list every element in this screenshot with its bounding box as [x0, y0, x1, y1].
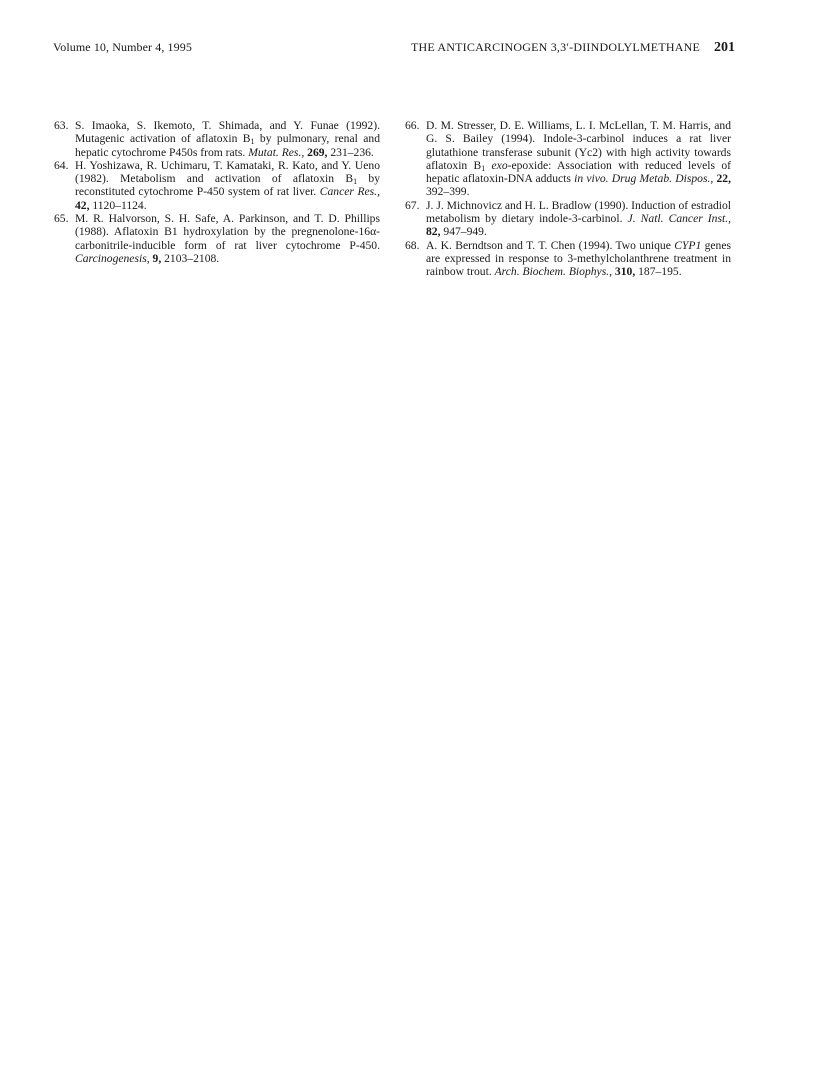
volume-number: 82,: [426, 225, 441, 239]
page-range: 2103–2108.: [161, 251, 220, 265]
reference-63: [54, 119, 380, 159]
volume-number: 310,: [614, 265, 636, 279]
subscript: 1: [353, 177, 358, 187]
subscript: 1: [481, 163, 486, 173]
reference-text: D. M. Stresser, D. E. Williams, L. I. McLellan, T. M. Harris, and G. S. Bailey (1994). Indole-3-carbinol induces a rat liver glutathione transferase subunit (Yc2) with high activity towards aflatoxin B: [426, 119, 731, 172]
running-header-right: [411, 40, 735, 56]
reference-text: by reconstituted cytochrome P-450 system of rat liver.: [75, 172, 380, 199]
journal-name: J. Natl. Cancer Inst.,: [627, 212, 731, 226]
reference-number: 68.: [405, 238, 420, 252]
journal-name: Carcinogenesis,: [75, 251, 150, 265]
reference-text: A. K. Berndtson and T. T. Chen (1994). Two unique: [426, 238, 675, 252]
volume-number: 22,: [716, 172, 731, 186]
reference-text: by pulmonary, renal and hepatic cytochrome P450s from rats.: [75, 132, 380, 159]
italic-term: CYP1: [674, 238, 702, 252]
references-right-column: [405, 119, 731, 279]
journal-name: Drug Metab. Dispos.,: [611, 172, 714, 186]
page-range: 947–949.: [440, 225, 487, 239]
reference-text: M. R. Halvorson, S. H. Safe, A. Parkinson, and T. D. Phillips (1988). Aflatoxin B1 hydroxylation by the pregnenolone-16α-carbonitrile-inducible form of rat liver cytochrome P-450.: [75, 212, 380, 252]
reference-66: [405, 119, 731, 199]
subscript: 1: [250, 137, 255, 147]
journal-name: Mutat. Res.,: [248, 145, 305, 159]
running-header-title: THE ANTICARCINOGEN 3,3′-DIINDOLYLMETHANE: [410, 40, 700, 54]
page-number: 201: [714, 40, 735, 55]
references-left-column: [54, 119, 380, 265]
reference-64: [54, 159, 380, 212]
reference-text: -epoxide: Association with reduced levels of hepatic aflatoxin-DNA adducts: [426, 158, 731, 186]
reference-text: H. Yoshizawa, R. Uchimaru, T. Kamataki, R. Kato, and Y. Ueno (1982). Metabolism and activation of aflatoxin B: [75, 158, 380, 186]
italic-term: in vivo.: [574, 172, 609, 186]
reference-text: genes are expressed in response to 3-methylcholanthrene treatment in rainbow trout.: [426, 238, 732, 279]
reference-65: [54, 212, 380, 265]
page-range: 392–399.: [426, 185, 470, 199]
reference-68: [405, 239, 731, 279]
reference-text: S. Imaoka, S. Ikemoto, T. Shimada, and Y. Funae (1992). Mutagenic activation of aflatoxin B: [75, 119, 380, 146]
volume-number: 269,: [307, 145, 328, 159]
reference-number: 64.: [54, 158, 69, 172]
reference-text: J. J. Michnovicz and H. L. Bradlow (1990). Induction of estradiol metabolism by dietary indole-3-carbinol.: [426, 198, 731, 226]
volume-number: 42,: [75, 198, 90, 212]
journal-name: Cancer Res.,: [319, 185, 380, 199]
journal-name: Arch. Biochem. Biophys.,: [494, 265, 613, 279]
reference-number: 65.: [54, 212, 69, 226]
reference-67: [405, 199, 731, 239]
page-range: 187–195.: [635, 265, 682, 279]
volume-number: 9,: [152, 251, 162, 265]
reference-number: 67.: [405, 198, 420, 212]
running-header-left: Volume 10, Number 4, 1995: [53, 40, 192, 54]
reference-number: 66.: [405, 119, 420, 132]
page-range: 1120–1124.: [89, 198, 147, 212]
italic-term: exo: [491, 158, 508, 172]
reference-number: 63.: [54, 119, 69, 132]
page-range: 231–236.: [327, 145, 374, 159]
